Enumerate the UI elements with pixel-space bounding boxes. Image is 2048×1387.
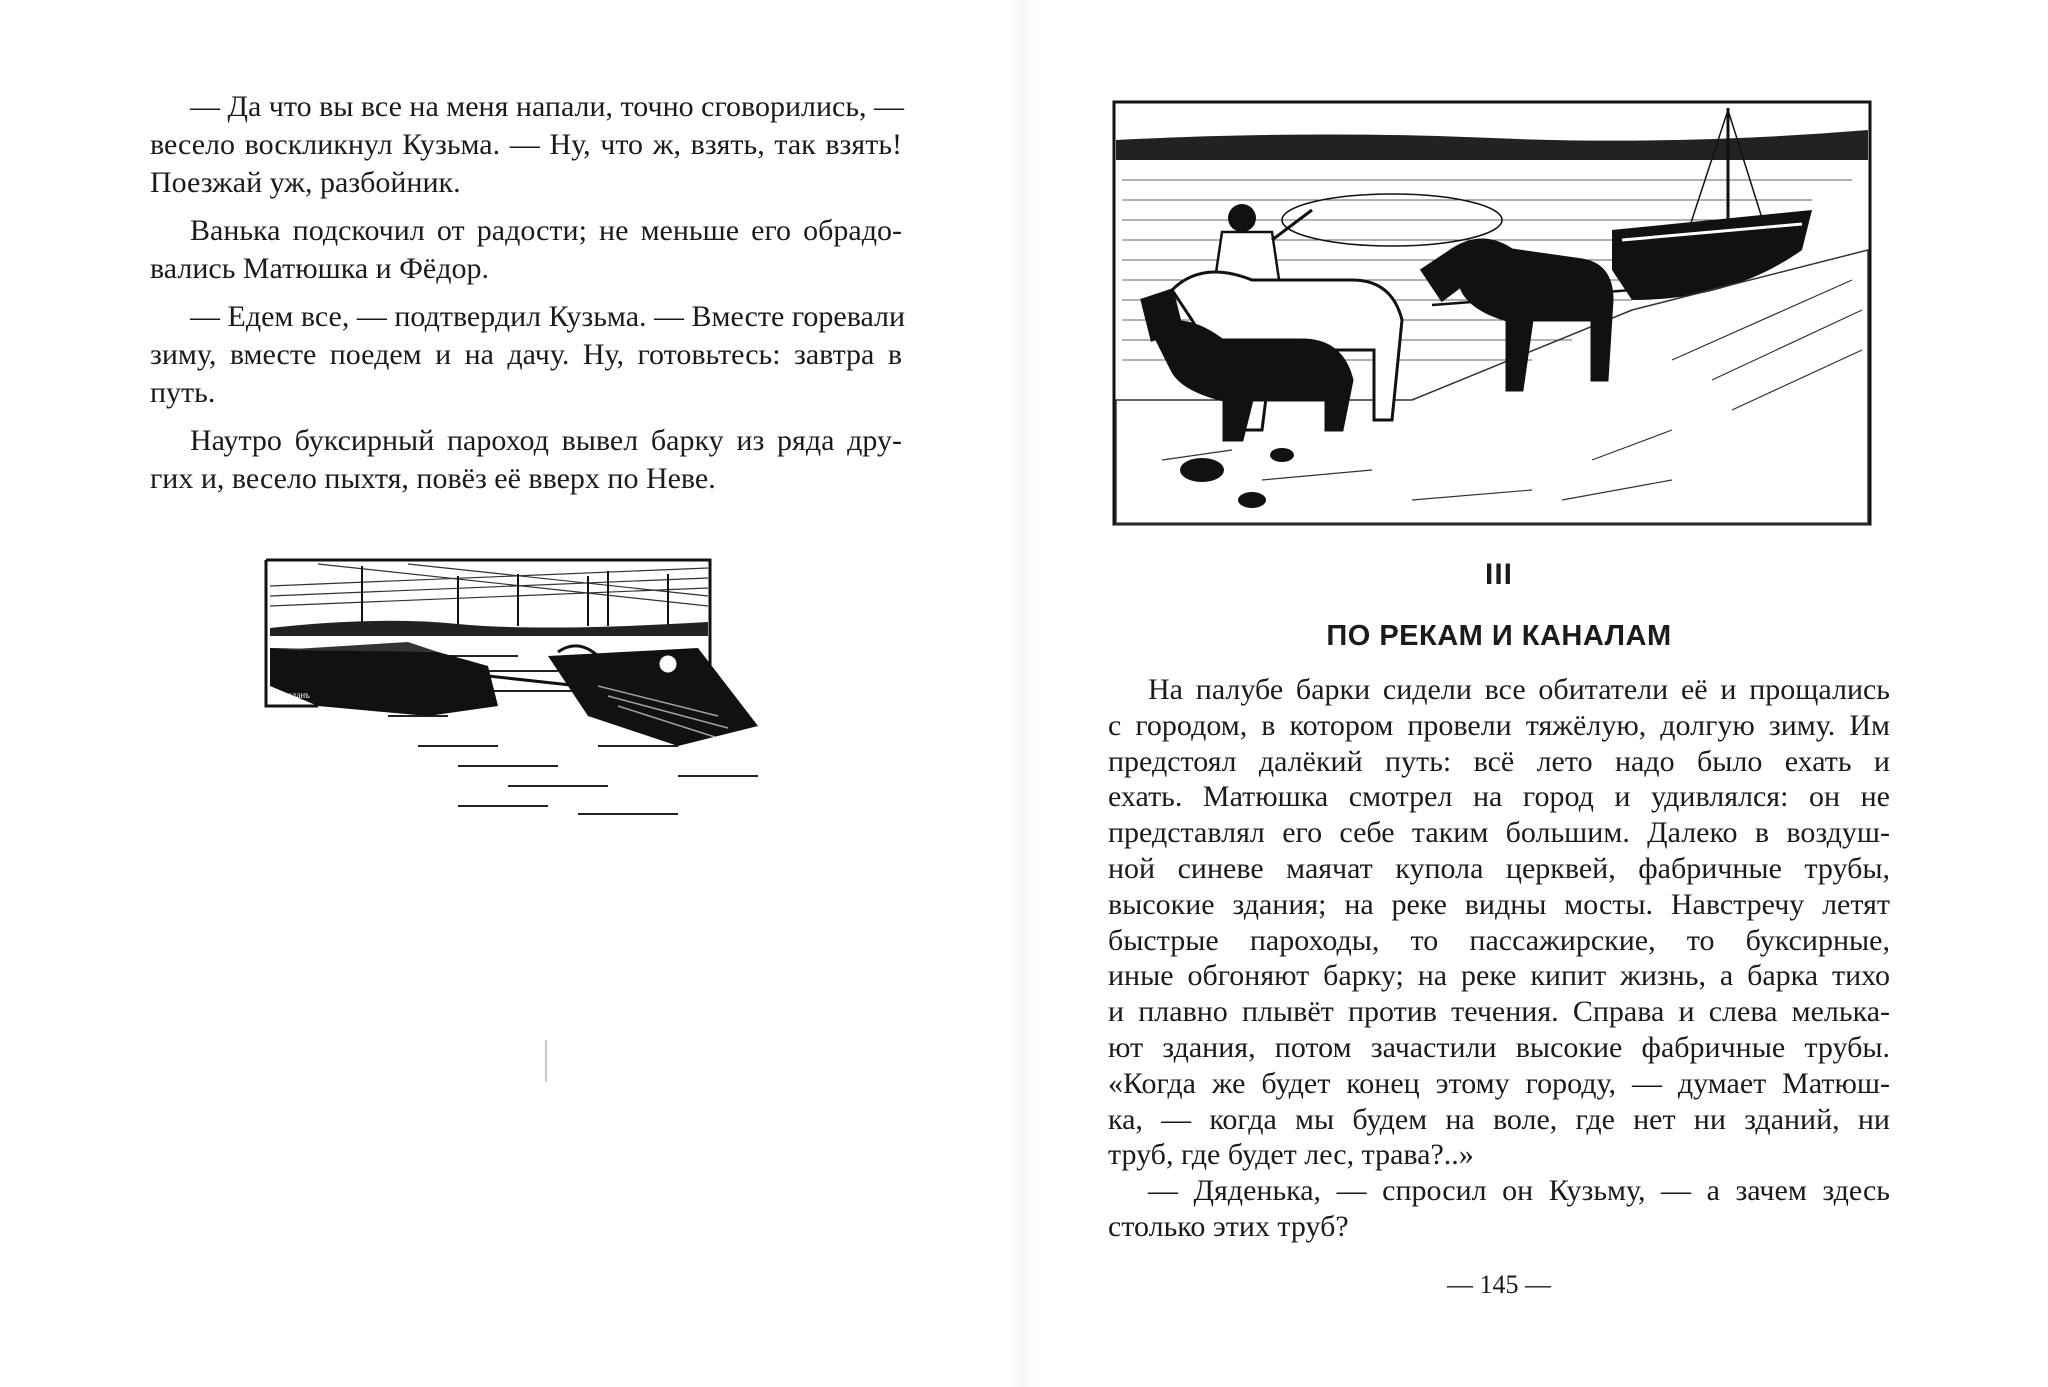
rocks xyxy=(1180,448,1294,508)
chapter-title: ПО РЕКАМ И КАНАЛАМ xyxy=(1326,620,1672,652)
left-paragraph-3 xyxy=(150,298,906,412)
text-line: путь. xyxy=(150,376,216,409)
text-line: предстоял далёкий путь: всё лето надо было ехать и xyxy=(1108,744,1890,778)
text-line: вались Матюшка и Фёдор. xyxy=(150,252,489,285)
text-line: гих и, весело пыхтя, повёз её вверх по Неве. xyxy=(150,462,716,495)
right-paragraph-2 xyxy=(1108,1173,1890,1245)
tugboat-hull xyxy=(548,648,758,746)
tugboat-towing-barge-illustration xyxy=(258,556,780,828)
text-line: высокие здания; на реке видны мосты. Навстречу летят xyxy=(1108,887,1890,921)
text-line: быстрые пароходы, то пассажирские, то буксирные, xyxy=(1108,923,1890,957)
text-line: столько этих труб? xyxy=(1108,1209,1349,1243)
far-shore xyxy=(270,621,708,636)
text-line: Поезжай уж, разбойник. xyxy=(150,166,461,199)
horses-towing-boat-illustration xyxy=(1112,100,1872,526)
text-line: весело воскликнул Кузьма. — Ну, что ж, взять, так взять! xyxy=(150,128,902,161)
text-line: иные обгоняют барку; на реке кипит жизнь, а барка тихо xyxy=(1108,959,1890,993)
boat-hull xyxy=(1612,210,1812,300)
text-line: На палубе барки сидели все обитатели её и прощались xyxy=(1148,673,1890,706)
artist-signature: Чемоданъ xyxy=(272,690,310,700)
left-page-text xyxy=(150,88,906,498)
text-line: — Дяденька, — спросил он Кузьму, — а зачем здесь xyxy=(1148,1174,1890,1208)
right-page-text xyxy=(1108,672,1890,1245)
right-paragraph-1 xyxy=(1108,672,1890,1173)
book-gutter xyxy=(1010,0,1036,1387)
page-number: — 145 — xyxy=(1447,1270,1551,1299)
text-line: ехать. Матюшка смотрел на город и удивлялся: он не xyxy=(1108,780,1890,814)
text-line: зиму, вместе поедем и на дачу. Ну, готовьтесь: завтра в xyxy=(150,338,902,371)
scan-mark xyxy=(545,1040,547,1082)
text-line: Наутро буксирный пароход вывел барку из ряда дру- xyxy=(190,424,902,457)
left-paragraph-2 xyxy=(150,212,902,288)
text-line: ют здания, потом зачастили высокие фабричные трубы. xyxy=(1108,1030,1890,1064)
rider-head xyxy=(1228,204,1256,232)
text-line: Ванька подскочил от радости; не меньше его обрадо- xyxy=(190,214,902,247)
sky-hatching xyxy=(270,564,708,606)
text-line: представлял его себе таким большим. Далеко в воздуш- xyxy=(1108,816,1890,850)
text-line: — Едем все, — подтвердил Кузьма. — Вместе горевали xyxy=(190,300,906,333)
text-line: труб, где будет лес, трава?..» xyxy=(1108,1138,1474,1172)
text-line: ка, — когда мы будем на воле, где нет ни зданий, ни xyxy=(1108,1102,1890,1136)
porthole xyxy=(658,654,678,674)
text-line: и плавно плывёт против течения. Справа и слева мелька- xyxy=(1108,995,1890,1029)
horse-3 xyxy=(1422,240,1612,390)
text-line: — Да что вы все на меня напали, точно сговорились, — xyxy=(190,90,905,123)
text-line: с городом, в котором провели тяжёлую, долгую зиму. Им xyxy=(1108,708,1890,742)
far-treeline xyxy=(1116,130,1868,160)
left-paragraph-4 xyxy=(150,422,902,498)
left-paragraph-1 xyxy=(150,88,905,202)
chapter-number: III xyxy=(1484,558,1513,591)
text-line: ной синеве маячат купола церквей, фабричные трубы, xyxy=(1108,851,1890,885)
text-line: «Когда же будет конец этому городу, — думает Матюш- xyxy=(1108,1066,1890,1100)
